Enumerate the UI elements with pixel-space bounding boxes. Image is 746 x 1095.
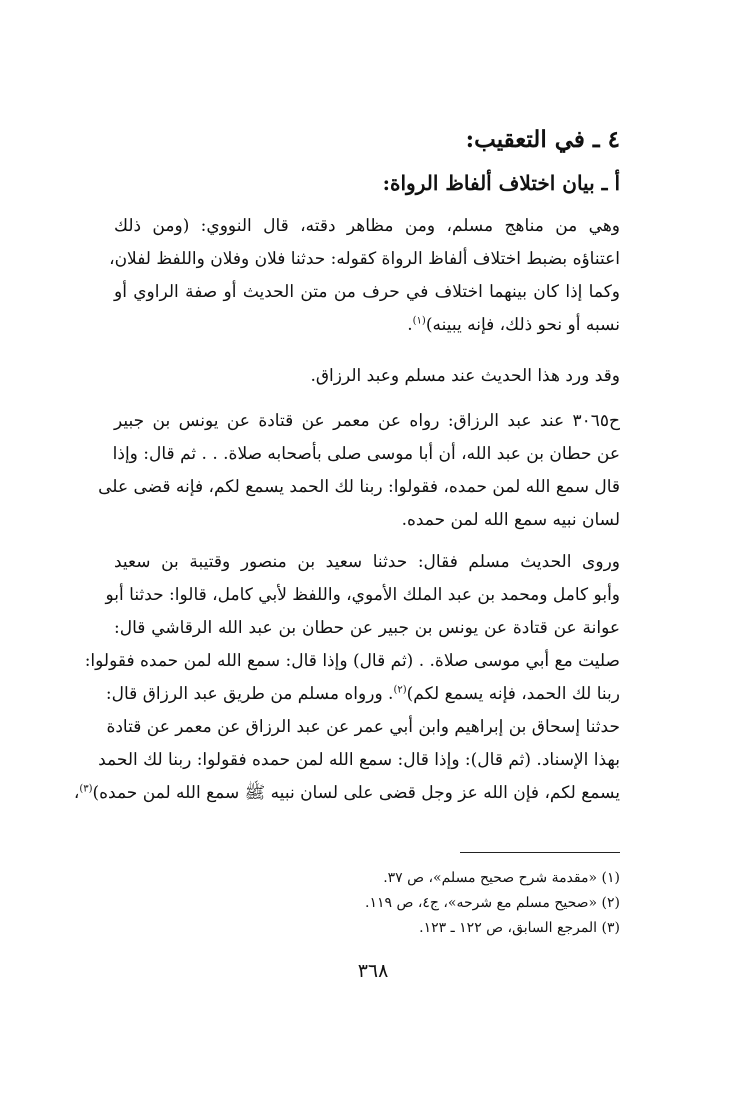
- footnote-item: (٢) «صحيح مسلم مع شرحه»، ج٤، ص ١١٩.: [365, 895, 620, 911]
- subsection-heading: أ ـ بيان اختلاف ألفاظ الرواة:: [382, 171, 620, 195]
- paragraph-nawawi-quote: [109, 210, 620, 342]
- paragraph-abd-al-razzaq: [98, 405, 620, 537]
- text-line: ح٣٠٦٥ عند عبد الرزاق: رواه عن معمر عن قتادة عن يونس بن جبير: [114, 411, 620, 431]
- text-line: وكما إذا كان بينهما اختلاف في حرف من متن الحديث أو صفة الراوي أو: [114, 282, 620, 302]
- text-line: بهذا الإسناد. (ثم قال): وإذا قال: سمع الله لمن حمده فقولوا: ربنا لك الحمد: [98, 750, 620, 770]
- footnote-item: (١) «مقدمة شرح صحيح مسلم»، ص ٣٧.: [383, 870, 620, 886]
- footnotes-list: [114, 866, 620, 941]
- text-line: حدثنا إسحاق بن إبراهيم وابن أبي عمر عن عبد الرزاق عن معمر عن قتادة: [106, 717, 620, 737]
- footnote-ref-2: (٢): [393, 684, 407, 696]
- text-line: نسبه أو نحو ذلك، فإنه يبينه)$^{(١)}$.: [407, 315, 620, 335]
- footnote-ref-3: (٣): [79, 783, 93, 795]
- footnote-ref-1: (١): [412, 315, 426, 327]
- text-line: وهي من مناهج مسلم، ومن مظاهر دقته، قال النووي: (ومن ذلك: [114, 216, 620, 236]
- section-heading: ٤ ـ في التعقيب:: [465, 126, 620, 153]
- text-line: لسان نبيه سمع الله لمن حمده.: [401, 510, 620, 530]
- text-line: وقد ورد هذا الحديث عند مسلم وعبد الرزاق.: [310, 366, 620, 386]
- paragraph-intro: [114, 360, 620, 393]
- text-line: عوانة عن قتادة عن يونس بن جبير عن حطان بن عبد الله الرقاشي قال:: [114, 618, 620, 638]
- text-line: صليت مع أبي موسى صلاة. . (ثم قال) وإذا قال: سمع الله لمن حمده فقولوا:: [84, 651, 620, 671]
- text-line: اعتناؤه بضبط اختلاف ألفاظ الرواة كقوله: حدثنا فلان وفلان واللفظ لفلان،: [109, 249, 620, 269]
- page-number: ٣٦٨: [357, 960, 389, 982]
- text-line: وأبو كامل ومحمد بن عبد الملك الأموي، واللفظ لأبي كامل، قالوا: حدثنا أبو: [105, 585, 620, 605]
- text-line: عن حطان بن عبد الله، أن أبا موسى صلى بأصحابه صلاة. . . ثم قال: وإذا: [112, 444, 620, 464]
- text-line: يسمع لكم، فإن الله عز وجل قضى على لسان نبيه ﷺ سمع الله لمن حمده)$^{(٣)}$،: [73, 783, 620, 803]
- paragraph-muslim: [73, 546, 620, 810]
- text-line: وروى الحديث مسلم فقال: حدثنا سعيد بن منصور وقتيبة بن سعيد: [114, 552, 620, 572]
- text-line: ربنا لك الحمد، فإنه يسمع لكم)$^{(٢)}$. ورواه مسلم من طريق عبد الرزاق قال:: [105, 684, 620, 704]
- footnote-divider: [460, 852, 620, 853]
- text-line: قال سمع الله لمن حمده، فقولوا: ربنا لك الحمد يسمع لكم، فإنه قضى على: [98, 477, 620, 497]
- footnote-item: (٣) المرجع السابق، ص ١٢٢ ـ ١٢٣.: [419, 920, 620, 936]
